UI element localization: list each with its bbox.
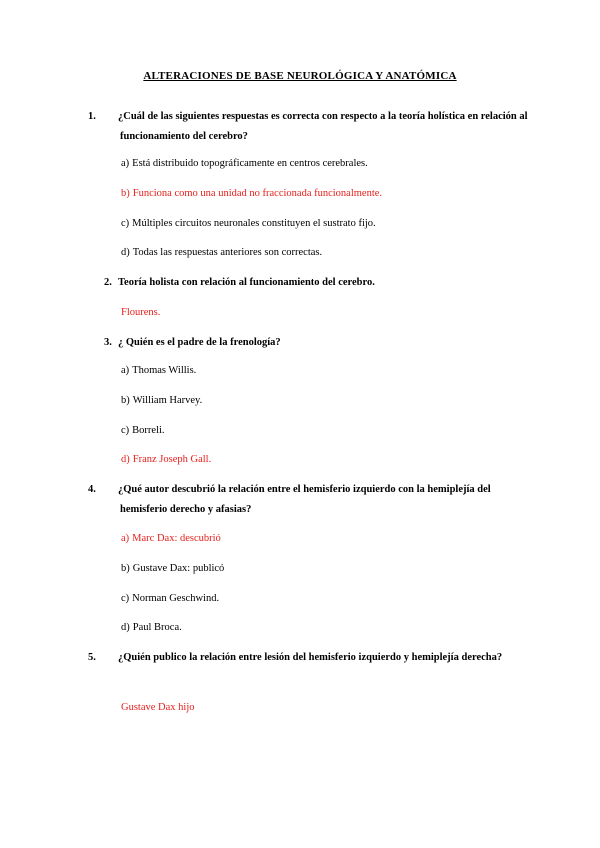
question-number: 2. xyxy=(104,277,112,288)
option-label: c) xyxy=(121,425,130,436)
option-label: c) xyxy=(121,218,130,229)
question-4 xyxy=(88,480,540,520)
question-number: 5. xyxy=(88,652,96,663)
option-text: Norman Geschwind. xyxy=(132,593,220,604)
question-4-option-c xyxy=(121,592,219,606)
question-1-option-d xyxy=(121,246,322,260)
option-label: a) xyxy=(121,158,130,169)
question-text: ¿Cuál de las siguientes respuestas es correcta con respecto a la teoría holística en relación al funcionamiento del cerebro? xyxy=(118,111,528,142)
option-text: Paul Broca. xyxy=(132,622,182,633)
option-text: Thomas Willis. xyxy=(132,365,197,376)
option-label: b) xyxy=(121,188,130,199)
option-label: b) xyxy=(121,563,130,574)
option-text: Borreli. xyxy=(132,425,165,436)
option-text: Franz Joseph Gall. xyxy=(132,454,212,465)
question-3-option-a xyxy=(121,364,196,378)
question-number: 4. xyxy=(88,484,96,495)
question-1-option-c xyxy=(121,217,376,231)
question-number: 1. xyxy=(88,111,96,122)
question-text: ¿Quién publico la relación entre lesión del hemisferio izquierdo y hemiplejía derecha? xyxy=(118,652,503,663)
question-text: ¿Qué autor descubrió la relación entre el hemisferio izquierdo con la hemiplejía del hemisferio derecho y afasias? xyxy=(118,484,491,515)
option-label: d) xyxy=(121,622,130,633)
question-number: 3. xyxy=(104,337,112,348)
question-4-option-a xyxy=(121,532,221,546)
option-text: Todas las respuestas anteriores son correctas. xyxy=(132,247,323,258)
question-3-option-d xyxy=(121,453,211,467)
question-1 xyxy=(88,107,540,147)
option-text: Gustave Dax: publicó xyxy=(132,563,225,574)
question-3 xyxy=(104,333,524,353)
option-text: Funciona como una unidad no fraccionada funcionalmente. xyxy=(132,188,383,199)
question-2-answer: Flourens. xyxy=(121,307,161,318)
option-text: Está distribuido topográficamente en centros cerebrales. xyxy=(132,158,368,169)
question-5-answer: Gustave Dax hijo xyxy=(121,702,195,713)
option-label: b) xyxy=(121,395,130,406)
question-5 xyxy=(88,648,520,668)
question-4-option-d xyxy=(121,621,182,635)
option-label: c) xyxy=(121,593,130,604)
option-label: d) xyxy=(121,454,130,465)
option-label: a) xyxy=(121,533,130,544)
option-text: Múltiples circuitos neuronales constituyen el sustrato fijo. xyxy=(132,218,376,229)
question-1-option-b xyxy=(121,187,382,201)
question-1-option-a xyxy=(121,157,368,171)
question-2 xyxy=(104,273,524,293)
question-text: Teoría holista con relación al funcionamiento del cerebro. xyxy=(118,277,375,288)
option-label: d) xyxy=(121,247,130,258)
option-text: Marc Dax: descubrió xyxy=(132,533,221,544)
option-text: William Harvey. xyxy=(132,395,203,406)
question-3-option-c xyxy=(121,424,165,438)
question-text: ¿ Quién es el padre de la frenología? xyxy=(118,337,281,348)
page-title: ALTERACIONES DE BASE NEUROLÓGICA Y ANATÓMICA xyxy=(143,70,457,82)
question-3-option-b xyxy=(121,394,202,408)
option-label: a) xyxy=(121,365,130,376)
question-4-option-b xyxy=(121,562,224,576)
